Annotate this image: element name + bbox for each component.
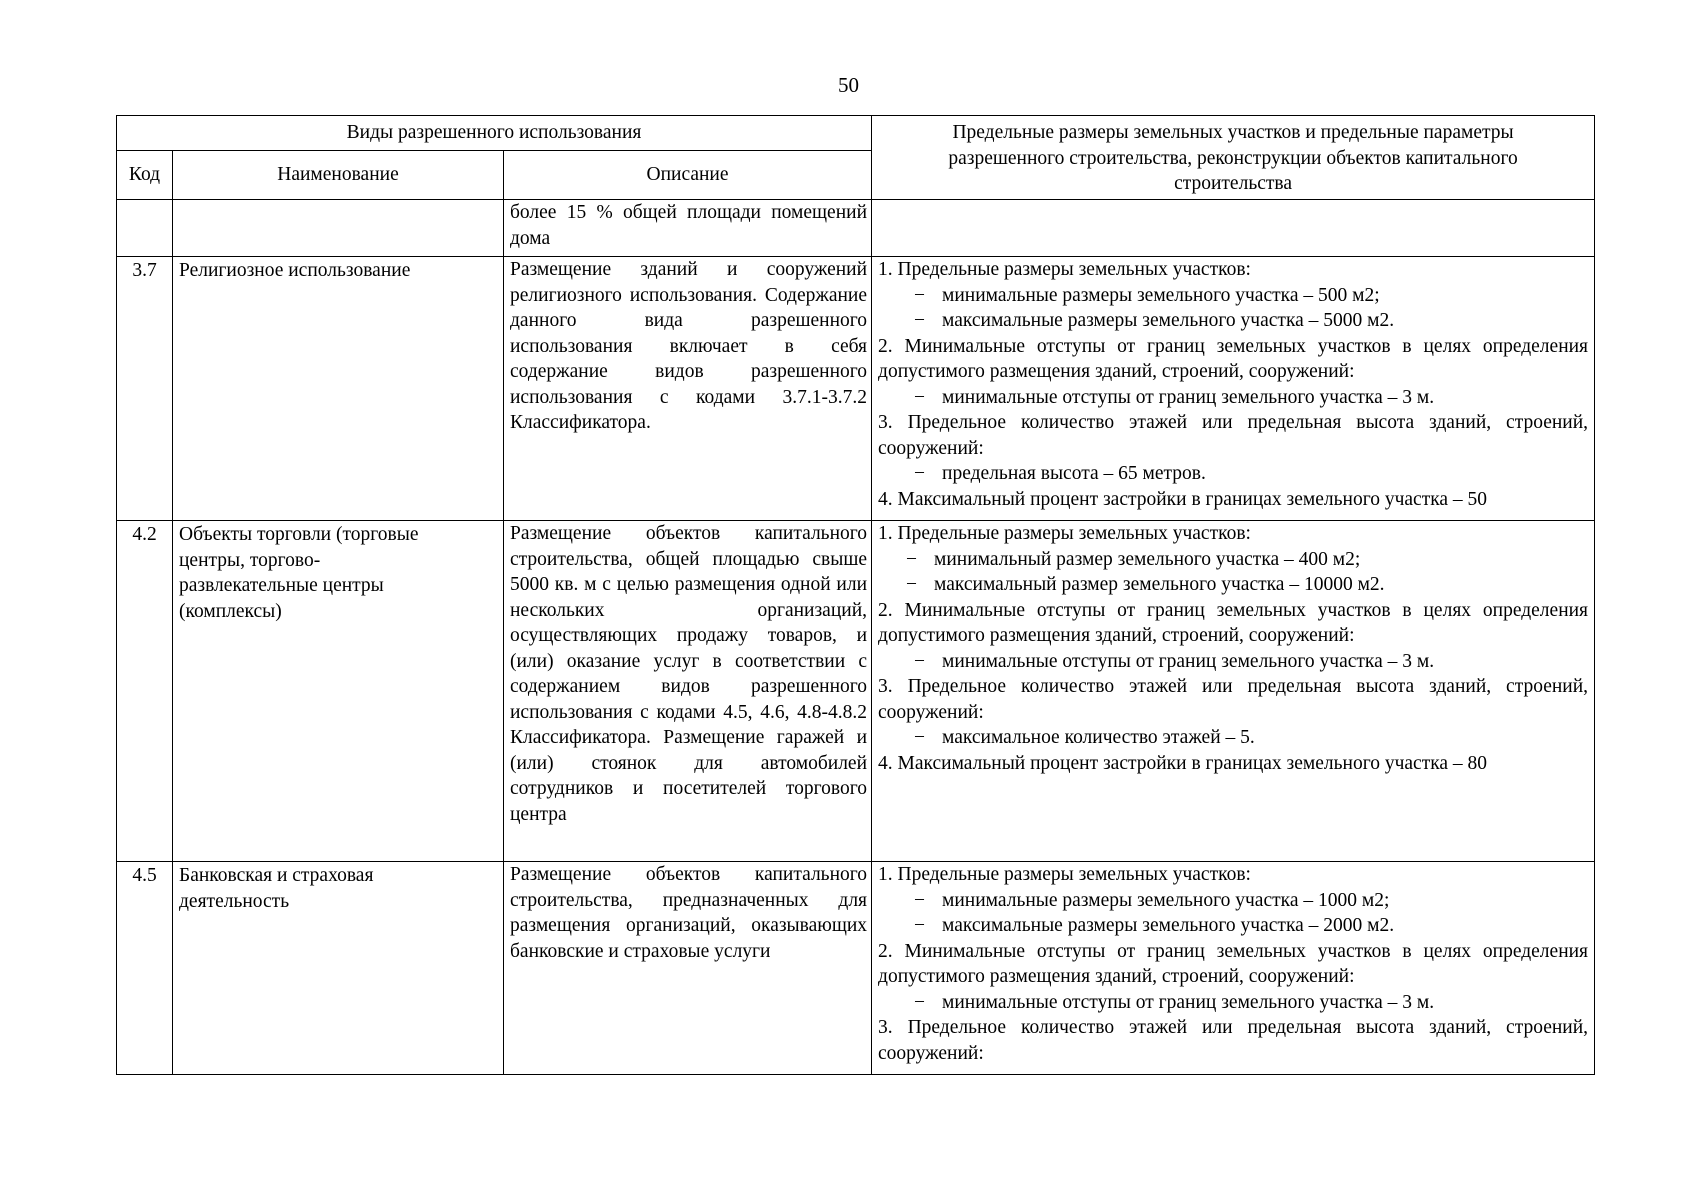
header-description: Описание (504, 151, 872, 200)
param-item: 2. Минимальные отступы от границ земельных участков в целях определения допустимого размещения зданий, строений, сооружений: (878, 599, 1589, 646)
page-number: 50 (838, 73, 859, 97)
row-description: Размещение объектов капитального строительства, общей площадью свыше 5000 кв. м с целью размещения одной или нескольких организаций, осуществляющих продажу товаров, и (или) оказание услуг в соответствии с содержанием видов разрешенного использования с кодами 4.5, 4.6, 4.8-4.8.2 Классификатора. Размещение гаражей и (или) стоянок для автомобилей сотрудников и посетителей торгового центра (504, 521, 872, 862)
param-subitem: − максимальное количество этажей – 5. (914, 727, 1255, 748)
param-item: 2. Минимальные отступы от границ земельных участков в целях определения допустимого размещения зданий, строений, сооружений: (878, 940, 1589, 987)
param-subitem: − минимальный размер земельного участка – 400 м2; (906, 548, 1361, 570)
param-item: 3. Предельное количество этажей или предельная высота зданий, строений, сооружений: (878, 1017, 1589, 1064)
table-row (117, 521, 1595, 862)
param-subitem: − максимальные размеры земельного участка – 5000 м2. (914, 310, 1395, 331)
param-subitem: − минимальные размеры земельного участка – 1000 м2; (914, 889, 1390, 911)
param-subitem: − минимальные отступы от границ земельного участка – 3 м. (914, 991, 1435, 1013)
param-subitem: − предельная высота – 65 метров. (914, 463, 1206, 484)
header-parameters: Предельные размеры земельных участков и предельные параметры разрешенного строительства, реконструкции объектов капитального строительства (872, 116, 1595, 200)
table-row (117, 200, 1595, 257)
row-description: Размещение зданий и сооружений религиозного использования. Содержание данного вида разрешенного использования включает в себя содержание видов разрешенного использования с кодами 3.7.1-3.7.2 Классификатора. (504, 257, 872, 521)
param-subitem: − максимальные размеры земельного участка – 2000 м2. (914, 915, 1395, 936)
param-item: 3. Предельное количество этажей или предельная высота зданий, строений, сооружений: (878, 676, 1589, 723)
row-description: Размещение объектов капитального строительства, предназначенных для размещения организаций, оказывающих банковские и страховые услуги (504, 862, 872, 1075)
row-code (117, 200, 173, 257)
param-item: 4. Максимальный процент застройки в границах земельного участка – 50 (878, 488, 1488, 510)
table-row (117, 862, 1595, 1075)
param-item: 4. Максимальный процент застройки в границах земельного участка – 80 (878, 752, 1488, 774)
row-params (872, 862, 1595, 1075)
row-name: Объекты торговли (торговые центры, торгово- развлекательные центры (комплексы) (173, 521, 504, 862)
param-item: 1. Предельные размеры земельных участков: (878, 864, 1251, 885)
param-item: 1. Предельные размеры земельных участков: (878, 259, 1251, 280)
row-description: более 15 % общей площади помещений дома (504, 200, 872, 257)
header-code: Код (117, 151, 173, 200)
row-params (872, 521, 1595, 862)
row-name: Религиозное использование (173, 257, 504, 521)
row-params (872, 257, 1595, 521)
row-params (872, 200, 1595, 257)
param-subitem: − максимальный размер земельного участка – 10000 м2. (906, 574, 1385, 595)
param-subitem: − минимальные отступы от границ земельного участка – 3 м. (914, 386, 1435, 408)
row-code: 4.2 (117, 521, 173, 862)
param-subitem: − минимальные отступы от границ земельного участка – 3 м. (914, 650, 1435, 672)
param-subitem: − минимальные размеры земельного участка – 500 м2; (914, 284, 1380, 306)
row-name (173, 200, 504, 257)
table-row (117, 257, 1595, 521)
header-name: Наименование (173, 151, 504, 200)
row-code: 3.7 (117, 257, 173, 521)
row-code: 4.5 (117, 862, 173, 1075)
param-item: 2. Минимальные отступы от границ земельных участков в целях определения допустимого размещения зданий, строений, сооружений: (878, 335, 1589, 382)
param-item: 3. Предельное количество этажей или предельная высота зданий, строений, сооружений: (878, 412, 1589, 459)
row-name: Банковская и страховая деятельность (173, 862, 504, 1075)
land-use-table (116, 115, 1595, 1075)
param-item: 1. Предельные размеры земельных участков: (878, 523, 1251, 544)
header-group-title: Виды разрешенного использования (117, 116, 872, 151)
